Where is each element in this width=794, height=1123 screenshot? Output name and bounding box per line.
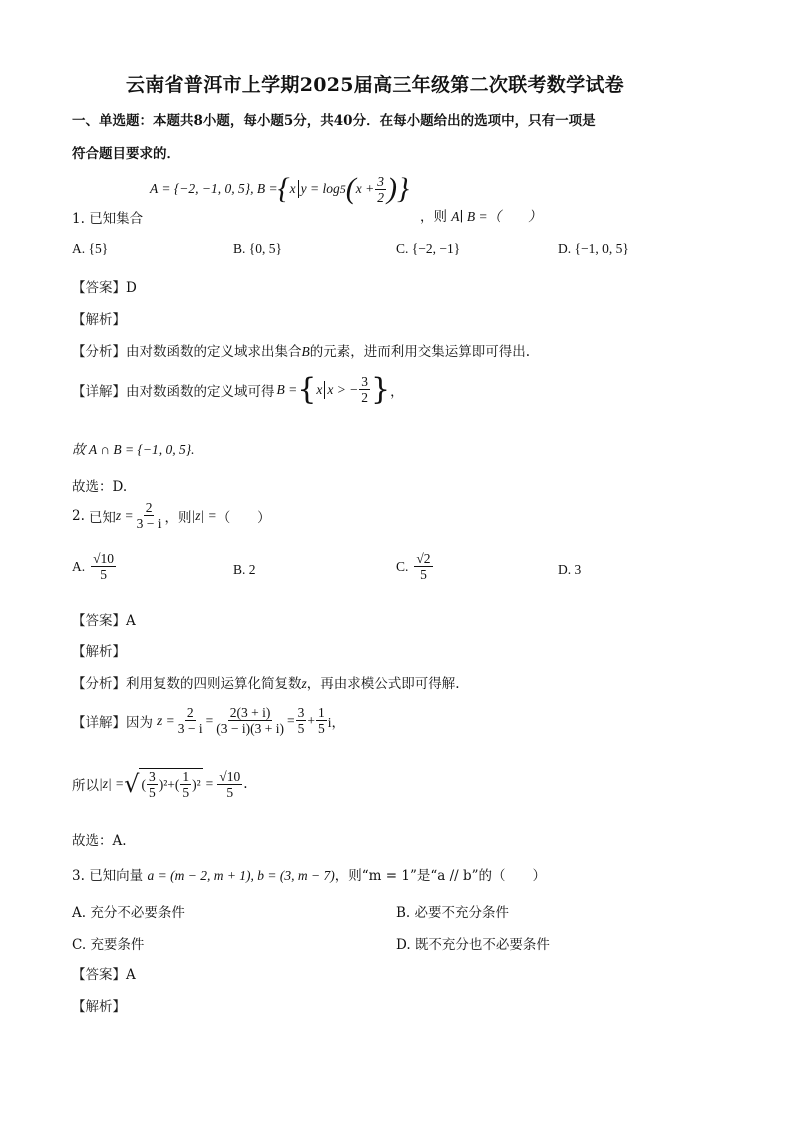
q1-option-d: D. {−1, 0, 5}: [558, 241, 629, 256]
q3-option-a: A. 充分不必要条件: [72, 905, 185, 921]
q1-conclusion: 故 A ∩ B = {−1, 0, 5}.: [72, 442, 195, 457]
q1-stem-tail: A∣ B =（ ）: [451, 209, 542, 224]
q2-option-a: A. $\frac{√10}{5}$: [72, 551, 115, 582]
section-heading-line2: 符合题目要求的．: [72, 146, 180, 162]
q1-choose: 故选：D.: [72, 479, 128, 495]
q2-option-b: B. 2: [233, 562, 256, 577]
q1-detail-x: x: [316, 381, 323, 397]
q1-frac-num: 3: [377, 173, 384, 189]
q1-stem-mid: ，则: [420, 209, 447, 225]
q1-stem-prefix: 已知集合: [89, 211, 144, 227]
q1-answer: 【答案】D: [72, 280, 137, 296]
q1-paren-close: ): [386, 172, 397, 205]
q1-arg-x: x +: [355, 181, 375, 196]
q3-analysis-tag: 【解析】: [72, 999, 126, 1015]
q1-log-base: 5: [339, 181, 346, 196]
q1-analysis-tag: 【解析】: [72, 312, 126, 328]
q1-set-a: A = {−2, −1, 0, 5}, B =: [150, 181, 278, 196]
q1-frac-den: 2: [377, 189, 384, 205]
q1-detail-brace-open: {: [297, 372, 317, 407]
q2-so: 所以 |z| = √ ( $\frac{3}{5}$ )²+( $\frac{1}{5}$ )² = $\frac{√10}{5}$ .: [72, 768, 248, 800]
q1-stem: [72, 207, 143, 227]
q1-detail: 【详解】 由对数函数的定义域可得 B = { x x > − $\frac{3}{2}$ } ，: [72, 372, 404, 407]
q1-set-b-cond: y = log: [300, 181, 340, 196]
q1-number: 1.: [72, 211, 85, 227]
q2-option-c: C. $\frac{√2}{5}$: [396, 551, 431, 582]
q2-sqrt-sign: √: [124, 770, 140, 798]
q2-answer: 【答案】A: [72, 613, 136, 629]
q3-option-c: C. 充要条件: [72, 937, 145, 953]
q1-detail-frac: $\frac{3}{2}$: [361, 374, 369, 405]
q1-set-b-var: x: [289, 181, 296, 196]
page-title: 云南省普洱市上学期2025届高三年级第二次联考数学试卷: [126, 74, 624, 96]
q3-option-b: B. 必要不充分条件: [396, 905, 510, 921]
q1-stem-tail-group: [420, 205, 542, 225]
q3-option-d: D. 既不充分也不必要条件: [396, 937, 550, 953]
q1-brace-open: {: [277, 172, 290, 205]
q1-brace-close: }: [396, 172, 409, 205]
q1-detail-brace-close: }: [371, 372, 391, 407]
q1-option-a: A. {5}: [72, 241, 109, 256]
q1-frac: [375, 174, 386, 205]
q1-set-definition: [150, 172, 409, 206]
q1-paren-open: (: [345, 172, 356, 205]
q2-detail: 【详解】 因为 z = $\frac{2}{3 - i}$ = $\frac{2(3 + i)}{(3 - i)(3 + i)}$ = $\frac{3}{5}$ + $\frac{1}{5}$ i，: [72, 705, 345, 736]
q2-fenxi: 【分析】利用复数的四则运算化简复数z，再由求模公式即可得解.: [72, 676, 460, 692]
q2-stem: 2. 已知 z = $\frac{2}{3 - i}$ ，则 |z| = （ ）: [72, 500, 271, 531]
q1-option-c: C. {−2, −1}: [396, 241, 461, 256]
q3-answer: 【答案】A: [72, 967, 136, 983]
q1-fenxi: 【分析】由对数函数的定义域求出集合B的元素，进而利用交集运算即可得出.: [72, 344, 531, 360]
q2-option-d: D. 3: [558, 562, 582, 577]
q2-frac: $\frac{2}{3 - i}$: [136, 500, 162, 531]
q1-set-bar: [298, 180, 299, 198]
q1-detail-bar: [324, 381, 325, 399]
section-heading-line1: 一、单选题：本题共8小题，每小题5分，共40分．在每小题给出的选项中，只有一项是: [72, 113, 596, 129]
q2-choose: 故选：A.: [72, 833, 127, 849]
q2-analysis-tag: 【解析】: [72, 644, 126, 660]
q1-option-b: B. {0, 5}: [233, 241, 282, 256]
q3-stem: 3. 已知向量 a = (m − 2, m + 1), b = (3, m − 7)，则“m = 1”是“a // b”的（ ）: [72, 868, 547, 884]
